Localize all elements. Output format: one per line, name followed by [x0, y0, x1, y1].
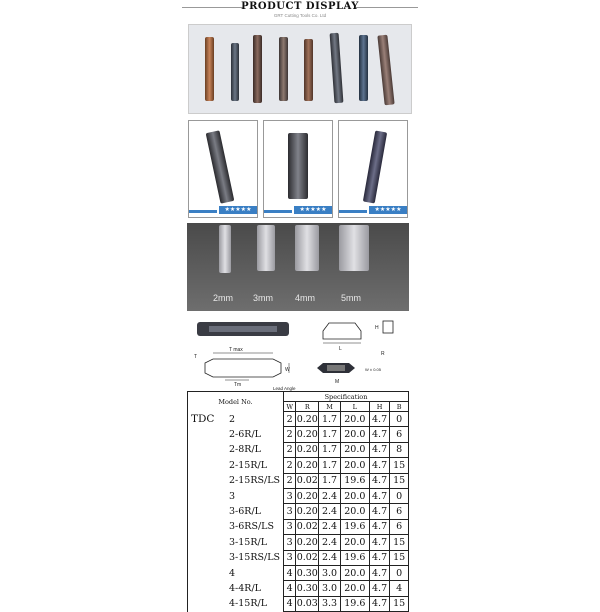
- h-label: H: [375, 325, 379, 331]
- spec-cell-l: 20.0: [340, 488, 369, 503]
- size-label-3mm: 3mm: [253, 293, 273, 303]
- table-row: [188, 473, 409, 488]
- size-label-2mm: 2mm: [213, 293, 233, 303]
- table-row: [188, 565, 409, 580]
- model-value: 4-4R/L: [229, 582, 261, 594]
- column-header: W: [283, 402, 295, 412]
- spec-cell-r: 0.20: [296, 535, 319, 550]
- model-prefix: TDC: [191, 413, 215, 426]
- spec-cell-m: 1.7: [319, 458, 341, 473]
- size-label-5mm: 5mm: [341, 293, 361, 303]
- column-header: L: [340, 402, 369, 412]
- table-row: [188, 458, 409, 473]
- page-title: PRODUCT DISPLAY: [241, 1, 359, 12]
- spec-cell-w: 4: [283, 581, 295, 596]
- spec-cell-w: 4: [283, 596, 295, 611]
- column-header: M: [319, 402, 341, 412]
- model-value: 3-6R/L: [229, 506, 261, 518]
- model-value: 2-8R/L: [229, 444, 261, 456]
- spec-cell-l: 20.0: [340, 458, 369, 473]
- model-header: Model No.: [188, 392, 284, 412]
- model-cell: [188, 581, 284, 596]
- spec-cell-l: 19.6: [340, 550, 369, 565]
- spec-cell-b: 6: [390, 519, 409, 534]
- spec-cell-r: 0.20: [296, 412, 319, 427]
- model-value: 3-15R/L: [229, 536, 268, 548]
- spec-cell-w: 2: [283, 427, 295, 442]
- spec-cell-b: 0: [390, 412, 409, 427]
- spec-cell-h: 4.7: [369, 550, 390, 565]
- page-subtitle: GRT Cutting Tools Co. Ltd: [273, 13, 327, 18]
- spec-cell-w: 3: [283, 535, 295, 550]
- spec-cell-m: 2.4: [319, 488, 341, 503]
- spec-header: Specification: [283, 392, 408, 402]
- model-cell: [188, 412, 284, 427]
- table-row: [188, 550, 409, 565]
- spec-cell-b: 6: [390, 427, 409, 442]
- spec-cell-m: 3.0: [319, 581, 341, 596]
- table-row: [188, 504, 409, 519]
- w-tolerance-label: W ± 0.05: [365, 367, 381, 372]
- spec-cell-r: 0.02: [296, 519, 319, 534]
- spec-cell-l: 20.0: [340, 442, 369, 457]
- model-cell: [188, 565, 284, 580]
- spec-cell-h: 4.7: [369, 473, 390, 488]
- r-label: R: [381, 351, 385, 357]
- model-cell: [188, 488, 284, 503]
- model-cell: [188, 427, 284, 442]
- spec-cell-r: 0.20: [296, 442, 319, 457]
- spec-cell-l: 19.6: [340, 473, 369, 488]
- spec-cell-m: 3.0: [319, 565, 341, 580]
- spec-cell-b: 8: [390, 442, 409, 457]
- spec-cell-m: 2.4: [319, 535, 341, 550]
- m-label: M: [335, 379, 340, 385]
- model-value: 3-6RS/LS: [229, 521, 274, 533]
- spec-cell-w: 2: [283, 473, 295, 488]
- spec-cell-r: 0.20: [296, 458, 319, 473]
- spec-cell-w: 3: [283, 488, 295, 503]
- size-comparison-photo: [187, 223, 409, 311]
- tm-label: Tm: [234, 382, 242, 388]
- spec-cell-r: 0.20: [296, 427, 319, 442]
- model-cell: [188, 519, 284, 534]
- spec-cell-b: 15: [390, 458, 409, 473]
- spec-cell-m: 2.4: [319, 550, 341, 565]
- spec-cell-w: 4: [283, 565, 295, 580]
- rating-stars: ★★★★★: [294, 206, 332, 214]
- spec-cell-h: 4.7: [369, 458, 390, 473]
- model-value: 2-6R/L: [229, 429, 261, 441]
- model-cell: [188, 442, 284, 457]
- table-row: [188, 427, 409, 442]
- spec-cell-h: 4.7: [369, 427, 390, 442]
- model-cell: [188, 458, 284, 473]
- table-row: [188, 519, 409, 534]
- spec-cell-l: 20.0: [340, 412, 369, 427]
- product-photo-lineup: [188, 24, 412, 114]
- spec-cell-h: 4.7: [369, 504, 390, 519]
- model-value: 2: [229, 414, 236, 426]
- model-cell: [188, 550, 284, 565]
- spec-cell-m: 3.3: [319, 596, 341, 611]
- spec-cell-l: 19.6: [340, 596, 369, 611]
- spec-cell-h: 4.7: [369, 442, 390, 457]
- column-header: B: [390, 402, 409, 412]
- spec-cell-r: 0.20: [296, 488, 319, 503]
- spec-cell-m: 1.7: [319, 442, 341, 457]
- spec-cell-l: 19.6: [340, 519, 369, 534]
- spec-cell-b: 0: [390, 565, 409, 580]
- spec-cell-b: 0: [390, 488, 409, 503]
- spec-cell-b: 15: [390, 473, 409, 488]
- spec-cell-r: 0.03: [296, 596, 319, 611]
- t-label: T: [194, 354, 198, 360]
- product-thumbnail-3: [338, 120, 408, 218]
- spec-cell-l: 20.0: [340, 535, 369, 550]
- spec-cell-h: 4.7: [369, 519, 390, 534]
- spec-cell-b: 6: [390, 504, 409, 519]
- model-value: 2-15RS/LS: [229, 475, 281, 487]
- spec-cell-l: 20.0: [340, 504, 369, 519]
- dimension-diagram: [187, 313, 409, 393]
- spec-cell-b: 15: [390, 535, 409, 550]
- table-row: [188, 412, 409, 427]
- model-value: 4-15R/L: [229, 598, 268, 610]
- spec-cell-b: 15: [390, 550, 409, 565]
- model-cell: [188, 596, 284, 611]
- model-value: 2-15R/L: [229, 459, 268, 471]
- table-row: [188, 596, 409, 611]
- model-cell: [188, 535, 284, 550]
- spec-cell-m: 1.7: [319, 412, 341, 427]
- product-thumbnail-1: [188, 120, 258, 218]
- model-value: 4: [229, 567, 236, 579]
- spec-cell-w: 3: [283, 519, 295, 534]
- technical-drawing: [187, 313, 409, 393]
- section-header: [182, 0, 418, 22]
- spec-cell-l: 20.0: [340, 565, 369, 580]
- table-row: [188, 581, 409, 596]
- spec-cell-r: 0.30: [296, 565, 319, 580]
- spec-cell-w: 2: [283, 412, 295, 427]
- model-cell: [188, 504, 284, 519]
- spec-cell-w: 3: [283, 504, 295, 519]
- model-cell: [188, 473, 284, 488]
- spec-cell-h: 4.7: [369, 488, 390, 503]
- column-header: R: [296, 402, 319, 412]
- spec-cell-l: 20.0: [340, 581, 369, 596]
- column-header: H: [369, 402, 390, 412]
- rating-stars: ★★★★★: [369, 206, 407, 214]
- spec-cell-b: 15: [390, 596, 409, 611]
- spec-cell-r: 0.02: [296, 550, 319, 565]
- spec-cell-h: 4.7: [369, 565, 390, 580]
- product-thumbnail-2: [263, 120, 333, 218]
- size-label-4mm: 4mm: [295, 293, 315, 303]
- blue-stripe: [189, 210, 217, 213]
- spec-cell-h: 4.7: [369, 581, 390, 596]
- spec-cell-h: 4.7: [369, 596, 390, 611]
- lead-angle-label: Lead Angle: [273, 386, 296, 391]
- model-value: 3: [229, 490, 236, 502]
- model-value: 3-15RS/LS: [229, 552, 281, 564]
- spec-cell-m: 2.4: [319, 504, 341, 519]
- spec-cell-r: 0.20: [296, 504, 319, 519]
- spec-cell-w: 2: [283, 442, 295, 457]
- table-row: [188, 442, 409, 457]
- table-row: [188, 488, 409, 503]
- spec-cell-h: 4.7: [369, 535, 390, 550]
- spec-cell-w: 2: [283, 458, 295, 473]
- spec-cell-b: 4: [390, 581, 409, 596]
- specification-table: [187, 391, 409, 612]
- w-label: W: [285, 367, 290, 373]
- blue-stripe: [339, 210, 367, 213]
- blue-stripe: [264, 210, 292, 213]
- spec-cell-h: 4.7: [369, 412, 390, 427]
- spec-cell-m: 1.7: [319, 473, 341, 488]
- spec-cell-w: 3: [283, 550, 295, 565]
- l-label: L: [339, 346, 342, 352]
- rating-stars: ★★★★★: [219, 206, 257, 214]
- spec-cell-m: 2.4: [319, 519, 341, 534]
- spec-cell-r: 0.02: [296, 473, 319, 488]
- spec-cell-r: 0.30: [296, 581, 319, 596]
- t-max-label: T max: [229, 347, 243, 353]
- spec-cell-l: 20.0: [340, 427, 369, 442]
- spec-cell-m: 1.7: [319, 427, 341, 442]
- table-row: [188, 535, 409, 550]
